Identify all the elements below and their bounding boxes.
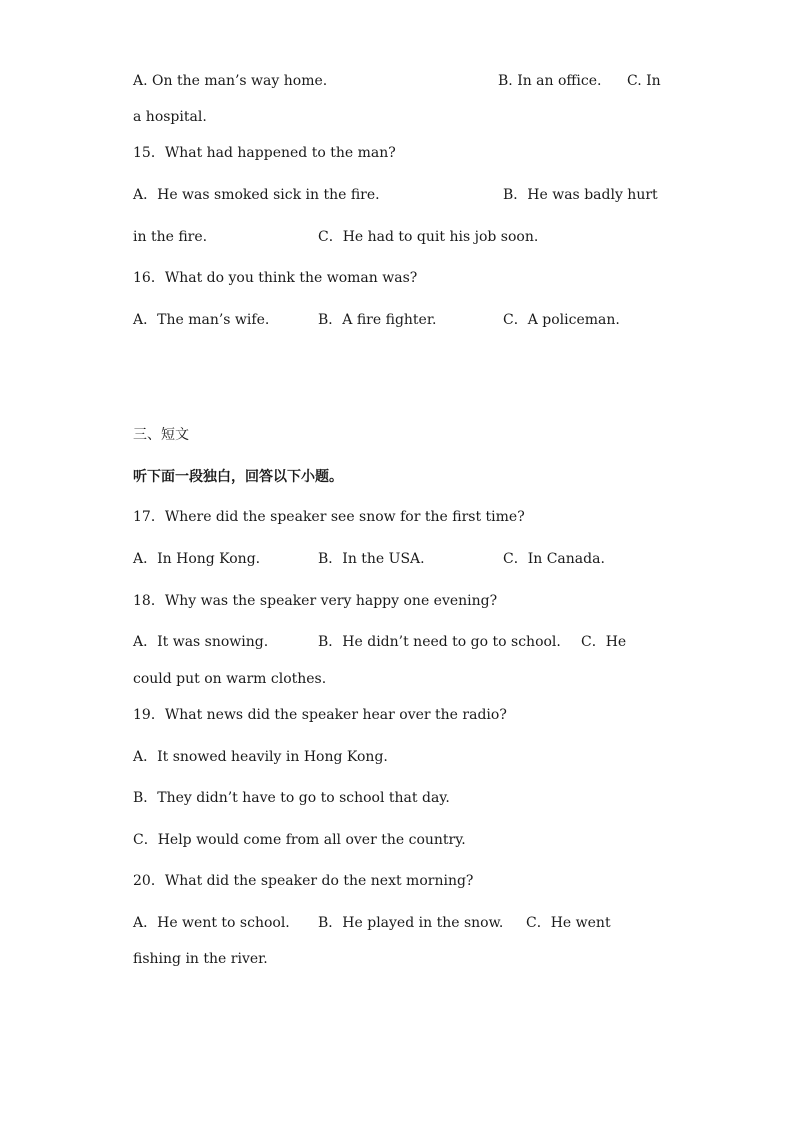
q20-option-a: A．He went to school.	[133, 915, 290, 931]
q16-option-c: C．A policeman.	[503, 312, 620, 328]
section-heading: 三、短文	[133, 427, 189, 443]
q19-option-a: A．It snowed heavily in Hong Kong.	[133, 749, 388, 765]
q17-question: 17．Where did the speaker see snow for the first time?	[133, 509, 525, 525]
q15-question: 15．What had happened to the man?	[133, 145, 396, 161]
q18-option-c: C．He	[581, 634, 627, 650]
q15-option-b: B．He was badly hurt	[503, 187, 658, 203]
q17-option-a: A．In Hong Kong.	[133, 551, 261, 567]
q18-option-b: B．He didn’t need to go to school.	[318, 634, 561, 650]
q20-question: 20．What did the speaker do the next morning?	[133, 873, 474, 889]
q17-option-b: B．In the USA.	[318, 551, 425, 567]
q16-option-b: B．A fire fighter.	[318, 312, 437, 328]
q15-option-c: C．He had to quit his job soon.	[318, 229, 539, 245]
q18-option-a: A．It was snowing.	[133, 634, 269, 650]
q14-option-a: A. On the man’s way home.	[133, 73, 328, 89]
q20-option-b: B．He played in the snow.	[318, 915, 504, 931]
q20-option-c: C．He went	[526, 915, 611, 931]
q19-option-c: C．Help would come from all over the country.	[133, 832, 466, 848]
q14-option-b: B. In an office.	[498, 73, 602, 89]
q16-option-a: A．The man’s wife.	[133, 312, 270, 328]
q14-option-c: C. In	[627, 73, 661, 89]
q14-option-c-continued: a hospital.	[133, 109, 207, 125]
q16-question: 16．What do you think the woman was?	[133, 270, 418, 286]
q15-option-a: A．He was smoked sick in the fire.	[133, 187, 380, 203]
section-instruction: 听下面一段独白，回答以下小题。	[133, 469, 343, 485]
q18-option-c-continued: could put on warm clothes.	[133, 671, 327, 687]
q15-option-b-continued: in the fire.	[133, 229, 208, 245]
q19-question: 19．What news did the speaker hear over the radio?	[133, 707, 507, 723]
q19-option-b: B．They didn’t have to go to school that day.	[133, 790, 450, 806]
q20-option-c-continued: fishing in the river.	[133, 951, 268, 967]
q17-option-c: C．In Canada.	[503, 551, 605, 567]
q18-question: 18．Why was the speaker very happy one evening?	[133, 593, 498, 609]
